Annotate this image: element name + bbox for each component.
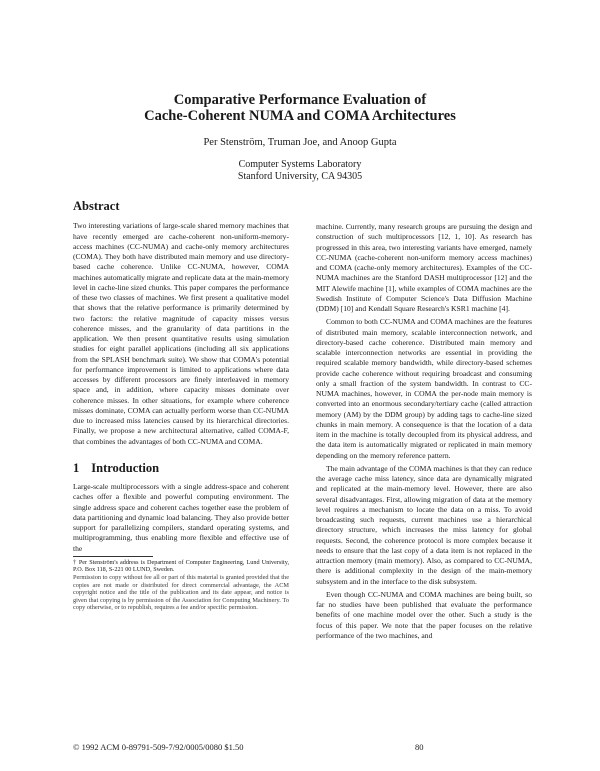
introduction-text: Large-scale multiprocessors with a single address-space and coherent caches offer a flexible and powerful computing environment. The single address space and coherent caches together ease the problem of data partitioning and dynamic load balancing. They also provide better support for parallelizing compilers, standard operating systems, and multiprogramming, thus enabling more flexible and effective use of the: [73, 482, 289, 553]
affiliation-line-1: Computer Systems Laboratory: [238, 159, 362, 170]
footnote: † Per Stenström's address is Department of Computer Engineering, Lund University, P.O. Box 118, S-221 00 LUND, Sweden.: [73, 558, 289, 574]
footnote-rule: [73, 556, 153, 557]
affiliation-line-2: Stanford University, CA 94305: [237, 171, 363, 182]
paper-title: [0, 92, 600, 124]
right-paragraph-2: Common to both CC-NUMA and COMA machines are the features of distributed main memory, scalable interconnection network, and directory-based cache coherence. Distributed main memory and scalable interconnection networks are essential in providing the required scalable memory bandwidth, while directory-based schemes provide cache coherence without requiring broadcast and consuming only a small fraction of the system bandwidth. In contrast to CC-NUMA machines, however, in COMA the per-node main memory is converted into an enormous secondary/tertiary cache (called attraction memory (AM) by the DDM group) by adding tags to cache-line sized chunks in main memory. A consequence is that the location of a data item in the machine is totally decoupled from its physical address, and the data item is automatically migrated or replicated in main memory depending on the memory reference pattern.: [316, 317, 532, 460]
right-column: [316, 222, 532, 641]
section-number: 1: [73, 460, 80, 475]
page-number: 80: [415, 742, 424, 752]
right-paragraph-3: The main advantage of the COMA machines is that they can reduce the average cache miss latency, since data are dynamically migrated and replicated at the main-memory level. However, there are also several disadvantages. First, allowing migration of data at the memory level requires a mechanism to locate the data on a miss. To avoid broadcasting such requests, current machines use a hierarchical directory structure, which increases the miss latency for global requests. Second, the coherence protocol is more complex because it needs to ensure that the last copy of a data item is not replaced in the attraction memory (main memory). Also, as compared to CC-NUMA, there is additional complexity in the design of the main-memory subsystem and in the interface to the disk subsystem.: [316, 463, 532, 586]
copyright-line: © 1992 ACM 0-89791-509-7/92/0005/0080 $1.50: [73, 742, 244, 752]
permission-notice: Permission to copy without fee all or part of this material is granted provided that the copies are not made or distributed for direct commercial advantage, the ACM copyright notice and the title of the publication and its date appear, and notice is given that copying is by permission of the Association for Computing Machinery. To copy otherwise, or to republish, requires a fee and/or specific permission.: [73, 573, 289, 612]
left-column: [73, 199, 289, 612]
title-line-1: Comparative Performance Evaluation of: [173, 92, 427, 108]
abstract-text: Two interesting variations of large-scale shared memory machines that have recently emerged are cache-coherent non-uniform-memory-access machines (CC-NUMA) and cache-only memory architectures (COMA). They both have distributed main memory and use directory-based cache coherence. Unlike CC-NUMA, however, COMA machines automatically migrate and replicate data at the main-memory level in cache-line sized chunks. This paper compares the performance of these two classes of machines. We first present a qualitative model that shows that the relative performance is primarily determined by two factors: the relative magnitude of capacity misses versus coherence misses, and the granularity of data partitions in the application. We then present quantitative results using simulation studies for eight parallel applications (including all six applications from the SPLASH benchmark suite). We show that COMA's potential for performance improvement is limited to applications where data accesses by different processors are finely interleaved in memory space and, in addition, where capacity misses dominate over coherence misses. In other situations, for example where coherence misses dominate, COMA can actually perform worse than CC-NUMA due to increased miss latencies caused by its hierarchical directories. Finally, we propose a new architectural alternative, called COMA-F, that combines the advantages of both CC-NUMA and COMA.: [73, 221, 289, 446]
right-paragraph-4: Even though CC-NUMA and COMA machines are being built, so far no studies have been published that evaluate the performance benefits of one machine model over the other. Such a study is the focus of this paper. We note that the paper focuses on the relative performance of the two machines, and: [316, 589, 532, 640]
section-title: Introduction: [91, 460, 160, 475]
title-line-2: Cache-Coherent NUMA and COMA Architectures: [144, 108, 456, 124]
abstract-heading: Abstract: [73, 199, 120, 213]
affiliation: [0, 159, 600, 183]
authors: Per Stenström, Truman Joe, and Anoop Gupta: [203, 137, 397, 148]
footnote-block: [73, 556, 289, 574]
introduction-heading: [73, 460, 289, 475]
right-paragraph-1: machine. Currently, many research groups are pursuing the design and construction of such multiprocessors [12, 1, 10]. As research has progressed in this area, two interesting variants have emerged, namely CC-NUMA (cache-coherent non-uniform memory access machines) and COMA (cache-only memory architectures). Examples of the CC-NUMA machines are the Stanford DASH multiprocessor [12] and the MIT Alewife machine [1], while examples of COMA machines are the Swedish Institute of Computer Science's Data Diffusion Machine (DDM) [10] and Kendall Square Research's KSR1 machine [4].: [316, 222, 532, 313]
